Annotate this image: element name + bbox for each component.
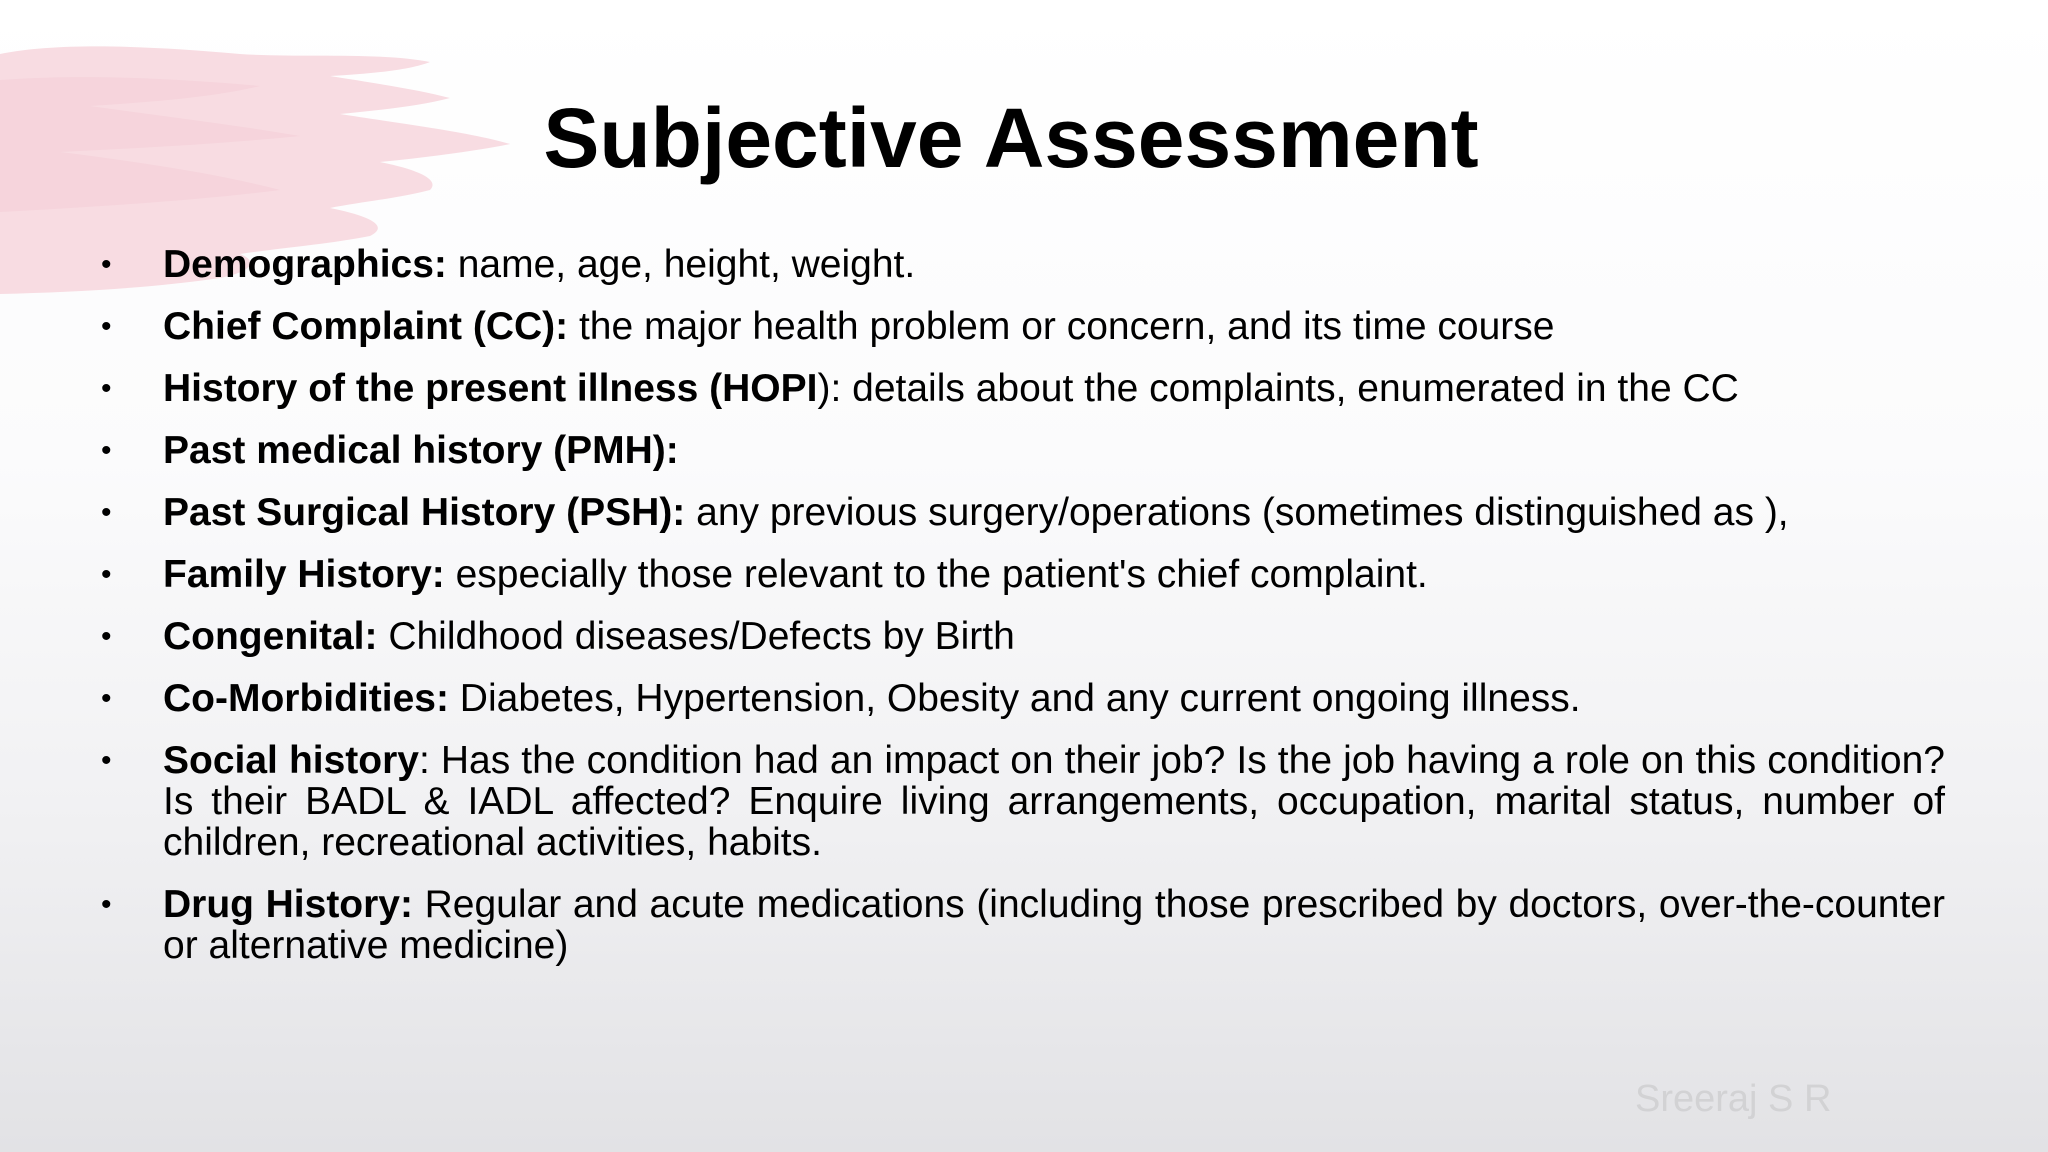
list-item <box>95 884 1945 966</box>
list-item-text <box>163 884 1945 966</box>
list-item <box>95 492 1945 533</box>
list-item-label: Chief Complaint (CC): <box>163 305 569 348</box>
list-item-label: Co-Morbidities: <box>163 677 449 720</box>
list-item-label: Social history <box>163 739 419 782</box>
bullet-dot-icon: • <box>101 682 112 715</box>
list-item-body: Diabetes, Hypertension, Obesity and any current ongoing illness. <box>448 677 1581 720</box>
list-item-text <box>163 368 1945 409</box>
bullet-list <box>95 244 1945 987</box>
list-item-label: Past medical history (PMH): <box>163 429 679 472</box>
list-item-text <box>163 616 1945 657</box>
bullet-dot-icon: • <box>101 434 112 467</box>
bullet-dot-icon: • <box>101 310 112 343</box>
list-item <box>95 616 1945 657</box>
bullet-dot-icon: • <box>101 248 112 281</box>
list-item <box>95 554 1945 595</box>
list-item <box>95 678 1945 719</box>
list-item-label: Demographics: <box>163 243 447 286</box>
list-item-label: Drug History: <box>163 883 413 926</box>
bullet-dot-icon: • <box>101 496 112 529</box>
bullet-dot-icon: • <box>101 620 112 653</box>
list-item-text <box>163 678 1945 719</box>
list-item-body: the major health problem or concern, and its time course <box>568 305 1555 348</box>
bullet-dot-icon: • <box>101 888 112 921</box>
slide-title: Subjective Assessment <box>543 91 1479 185</box>
list-item-text <box>163 430 1945 471</box>
list-item <box>95 368 1945 409</box>
list-item <box>95 306 1945 347</box>
list-item-body: especially those relevant to the patient's chief complaint. <box>444 553 1428 596</box>
list-item-body: Childhood diseases/Defects by Birth <box>377 615 1015 658</box>
list-item-body: ): details about the complaints, enumerated in the CC <box>817 367 1739 410</box>
list-item-text <box>163 306 1945 347</box>
list-item-body: name, age, height, weight. <box>446 243 916 286</box>
list-item-label: History of the present illness (HOPI <box>163 367 818 410</box>
list-item <box>95 740 1945 863</box>
list-item-body: : Has the condition had an impact on their job? Is the job having a role on this condition? Is their BADL & IADL affected? Enquire living arrangements, occupation, marital status, number of children, recreational activities, habits. <box>163 739 1945 864</box>
list-item <box>95 244 1945 285</box>
list-item-text <box>163 740 1945 863</box>
list-item-label: Past Surgical History (PSH): <box>163 491 686 534</box>
list-item-text <box>163 554 1945 595</box>
list-item-body: any previous surgery/operations (sometimes distinguished as ), <box>685 491 1789 534</box>
bullet-dot-icon: • <box>101 372 112 405</box>
list-item-text <box>163 244 1945 285</box>
author-watermark: Sreeraj S R <box>1635 1078 1832 1120</box>
list-item-body: Regular and acute medications (including those prescribed by doctors, over-the-counter or alternative medicine) <box>163 883 1945 967</box>
list-item-text <box>163 492 1945 533</box>
list-item-label: Congenital: <box>163 615 378 658</box>
bullet-dot-icon: • <box>101 558 112 591</box>
list-item <box>95 430 1945 471</box>
bullet-dot-icon: • <box>101 744 112 777</box>
list-item-label: Family History: <box>163 553 445 596</box>
